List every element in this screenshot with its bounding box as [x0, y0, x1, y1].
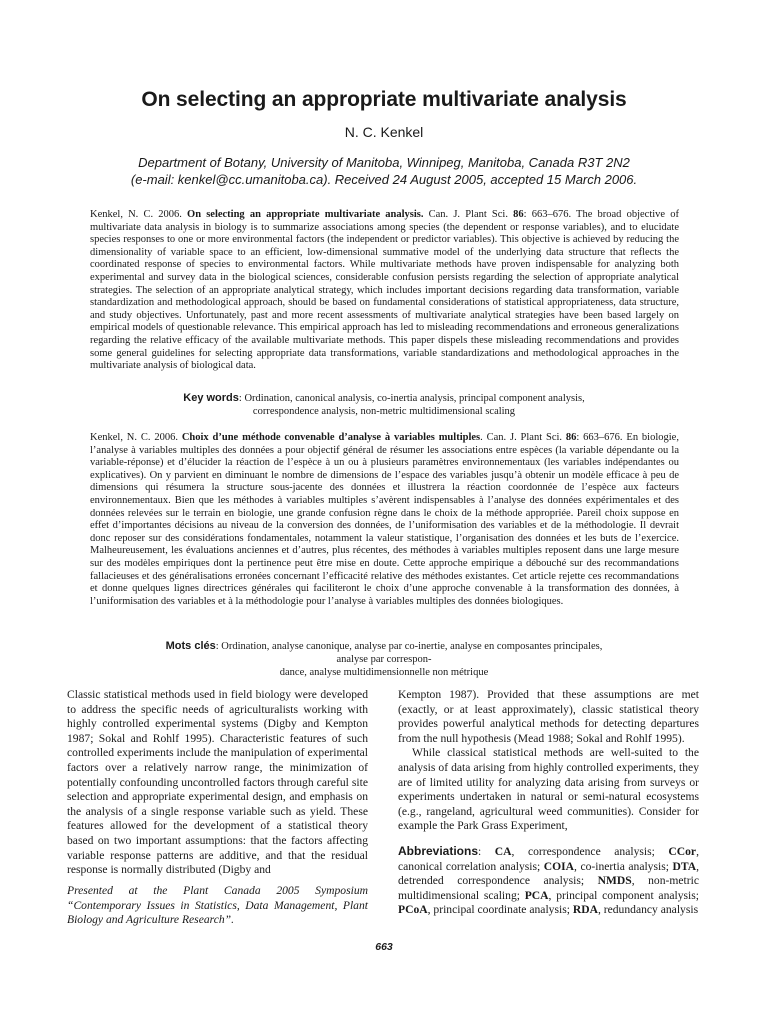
abbreviation-definition: , principal component analysis;	[548, 888, 699, 902]
keywords-fr-label: Mots clés	[165, 640, 216, 652]
abbreviation-term: RDA	[572, 903, 598, 917]
abbreviation-term: DTA	[672, 859, 697, 873]
author-affiliation	[60, 154, 708, 188]
abstract-en-citation-title: On selecting an appropriate multivariate analysis.	[187, 209, 424, 220]
body-paragraph-3: While classical statistical methods are well-suited to the analysis of data arising from highly controlled experiments, they are of limited utility for analyzing data arising from surveys or experiments undertaken in natural or semi-natural ecosystems (e.g., rangeland, agricultural weed communities). Consider for example the Park Grass Experiment,	[398, 746, 699, 833]
abstract-en-citation-journal: Can. J. Plant Sci.	[423, 209, 514, 220]
abstract-fr-citation-author: Kenkel, N. C. 2006.	[90, 432, 182, 443]
affiliation-line-1: Department of Botany, University of Manitoba, Winnipeg, Manitoba, Canada R3T 2N2	[138, 155, 630, 170]
page-number: 663	[375, 941, 393, 953]
affiliation-line-2: (e-mail: kenkel@cc.umanitoba.ca). Received 24 August 2005, accepted 15 March 2006.	[130, 172, 638, 187]
abbreviation-term: CCor	[668, 844, 697, 858]
abbreviation-definition: , detrended correspondence analysis;	[398, 859, 699, 888]
abstract-en-body: : 663–676. The broad objective of multivariate data analysis in biology is to summarize associations among species (the dependent or response variables), and to elucidate species responses to one or more environmental factors (the independent or predictor variables). This objective is achieved by reducing the dimensionality of variable space to an efficient, low-dimensional summative model of the underlying data structure that reflects the coordinated response of species to environmental factors. While multivariate methods have proven indispensable for analyzing both experimental and survey data in the biological sciences, considerable confusion persists regarding the selection of appropriate analytical strategies. The selection of an appropriate analytical strategy, which includes important decisions regarding data transformation, variable standardization and methodological approach, should be based on fundamental considerations of statistical appropriateness, data structure, and study objectives. Unfortunately, past and more recent assessments of multivariate analytical strategies have been based largely on empirical models of questionable relevance. This empirical approach has led to misleading recommendations and erroneous generalizations regarding the relative efficacy of the available multivariate methods. This paper dispels these misleading recommendations and provides some general guidelines for selecting appropriate data transformations, variable standardizations and methodological approaches in the multivariate analysis of biological data.	[90, 209, 679, 372]
abstract-fr-citation-title: Choix d’une méthode convenable d’analyse à variables multiples	[181, 432, 481, 443]
abstract-fr-body: : 663–676. En biologie, l’analyse à variables multiples des données a pour objectif général de résumer les associations entre espèces (la variable dépendante ou la variable-réponse) et d’élucider la réaction de l’espèce à un ou à plusieurs paramètres environnementaux (les variables indépendantes ou explicatives). On y parvient en diminuant le nombre de dimensions de l’espace des variables jusqu’à obtenir un modèle efficace à peu de dimensions qui résumera la structure sous-jacente des données et illustrera la réaction coordonnée de l’espèce aux facteurs environnementaux. Bien que les méthodes à variables multiples s’avèrent indispensables à l’analyse des données expérimentales et des données relevées sur le terrain en biologie, une grande confusion règne dans le choix de la méthode appropriée. Pareil choix suppose en effet d’importantes décisions au niveau de la conversion des données, de l’uniformisation des variables et de la méthodologie. Il devrait donc reposer sur des considérations fondamentales, notamment la valeur statistique, l’organisation des données et les buts de l’exercice. Malheureusement, les évaluations anciennes et d’autres, plus récentes, des méthodes à variables multiples reposent dans une large mesure sur des modèles empiriques dont la pertinence peut être mise en doute. Cette approche empirique a débouché sur des recommandations fallacieuses et des généralisations erronées concernant l’efficacité relative des méthodes existantes. Cet article rejette ces recommandations et donne quelques lignes directrices générales qui faciliteront le choix d’une approche convenable à la transformation des données, à l’uniformisation des variables et à la méthodologie pour l’analyse à variables multiples des données biologiques.	[90, 432, 679, 607]
symposium-footnote: Presented at the Plant Canada 2005 Symposium “Contemporary Issues in Statistics, Data Management, Plant Biology and Agriculture Research”.	[67, 884, 368, 927]
abbreviation-term: PCoA	[398, 903, 428, 917]
keywords-fr-line-2: dance, analyse multidimensionnelle non métrique	[279, 667, 489, 678]
abbreviations-list: Abbreviations: CA, correspondence analysis; CCor, canonical correlation analysis; COIA, co-inertia analysis; DTA, detrended correspondence analysis; NMDS, non-metric multidimensional scaling; PCA, principal component analysis; PCoA, principal coordinate analysis; RDA, redundancy analysis	[398, 843, 699, 917]
abbreviation-term: CA	[494, 844, 512, 858]
abstract-english	[90, 209, 679, 373]
body-right-column	[398, 688, 699, 918]
abbreviation-definition: , co-inertia analysis;	[574, 859, 673, 873]
abbreviations-label: Abbreviations	[398, 843, 479, 858]
keywords-en-line-2: correspondence analysis, non-metric multidimensional scaling	[252, 406, 516, 417]
abbreviation-term: COIA	[543, 859, 575, 873]
abstract-fr-citation-volume: 86	[565, 432, 577, 443]
abstract-en-citation-author: Kenkel, N. C. 2006.	[90, 209, 188, 220]
abbreviation-definition: , canonical correlation analysis;	[398, 844, 699, 873]
body-paragraph-2: Kempton 1987). Provided that these assumptions are met (exactly, or at least approximately), classic statistical theory provides powerful analytical methods for detecting departures from the null hypothesis (Mead 1988; Sokal and Rohlf 1995).	[398, 688, 699, 745]
abbreviation-definition: , non-metric multidimensional scaling;	[398, 874, 699, 902]
abstract-fr-citation-journal: . Can. J. Plant Sci.	[480, 432, 566, 443]
keywords-en-label: Key words	[183, 392, 239, 404]
keywords-french	[150, 640, 618, 679]
abbreviation-definition: , redundancy analysis	[597, 903, 699, 917]
body-left-column	[67, 688, 368, 878]
abstract-en-citation-volume: 86	[513, 209, 524, 220]
keywords-en-line-1: : Ordination, canonical analysis, co-inertia analysis, principal component analysis,	[238, 393, 585, 404]
keywords-fr-line-1: : Ordination, analyse canonique, analyse par co-inertie, analyse en composantes principales, analyse par correspon-	[215, 641, 603, 665]
abbreviation-term: PCA	[524, 888, 549, 902]
body-paragraph-1: Classic statistical methods used in field biology were developed to address the specific needs of agriculturalists working with highly controlled experimental systems (Digby and Kempton 1987; Sokal and Rohlf 1995). Characteristic features of such controlled experiments include the manipulation of experimental factors over a relatively narrow range, the minimization of potentially confounding uncontrolled factors through careful site selection and appropriate experimental design, and emphasis on the analysis of a single response variable such as yield. These features allowed for the development of a statistical theory based on two important assumptions: that the factors affecting variable response patterns are additive, and that the residual response is normally distributed (Digby and	[67, 688, 368, 877]
keywords-english	[150, 392, 618, 418]
paper-title: On selecting an appropriate multivariate analysis	[141, 88, 627, 111]
abbreviation-definition: , correspondence analysis;	[511, 844, 669, 858]
abbreviation-term: NMDS	[597, 874, 632, 888]
author-name: N. C. Kenkel	[344, 124, 424, 140]
abbreviation-definition: , principal coordinate analysis;	[427, 903, 573, 917]
abstract-french	[90, 432, 679, 608]
